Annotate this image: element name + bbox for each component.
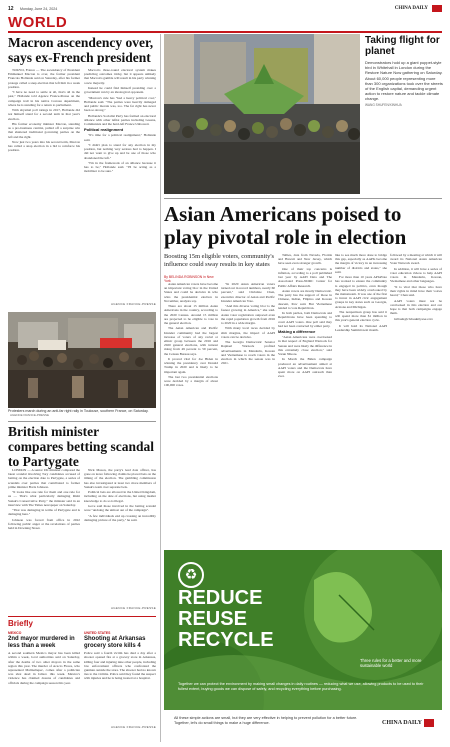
ad-line-recycle: RECYCLE: [178, 629, 274, 651]
paragraph: "It is vital that those who have their rights in mind have their voices heard," Chen said.: [390, 284, 442, 298]
section-title: WORLD: [8, 14, 68, 31]
briefly-headline: 2nd mayor murdered in less than a week: [8, 636, 75, 649]
paragraph: In both parties, both Democrats and Republicans have been spending to court AAPI voters. One poll said they had not been contacted by either party.: [278, 311, 332, 328]
briefly-body: A second southern Mexico mayor has been killed within a week, local authorities said on Saturday, after the deaths of two other mayors in the same region this year. The murder of Acacio Flores, who represented Malinaltepec, comes after a politician was shot dead in Jalisco this week. Mexico's violence has claimed dozens of candidates and officials during the campaign season this year.: [8, 651, 80, 685]
paragraph: In March the Biden campaign produced an advertisement aimed at AAPI voters and the Democrats have spent more on AAPI outreach than ever.: [278, 357, 332, 379]
rule-left-1: [8, 421, 156, 422]
paragraph: Asian American voters have become an important voting bloc in the United States and could be decisive in who wins the presidential election in November, analysts say.: [164, 282, 218, 303]
sunak-col1: [8, 468, 80, 610]
caption-text: Demonstrators hold up a giant puppet-style bird in Whitehall in London during the Restore Nature Now gathering on Saturday. About 60,000 people representing more than 300 organizations took over the streets of the English capital, demanding urgent action to restore nature and tackle climate change.: [365, 60, 443, 102]
paragraph: like to see much more done to bridge this gap, especially as AAPIs become the margin of victory in an increasing number of districts and states," she said.: [335, 253, 387, 274]
macron-col1: [8, 68, 80, 300]
macron-subhead: Political realignment: [84, 127, 124, 133]
column-divider: [160, 34, 161, 742]
paragraph: The last two presidential elections were decided by a margin of about 100,000 votes.: [164, 375, 218, 388]
paragraph: Johnson was forced from office in 2022 following public anger at the revelations of parties held in Downing Street.: [8, 517, 80, 531]
briefly-item-2: [84, 631, 156, 743]
asian-col1: [164, 282, 218, 544]
paragraph: The nonpartisan group has said it will spend more than $1 million in this year's general election cycle.: [335, 310, 387, 323]
briefly-agency: AGENCE FRANCE-PRESSE: [110, 725, 156, 730]
paragraph: belinda@chinadailyusa.com: [394, 316, 433, 321]
asian-deck: Boosting 15m eligible voters, community's influence could sway results in key states: [164, 253, 274, 268]
asian-col3: [278, 253, 332, 544]
masthead-logo-icon: [432, 5, 442, 12]
sunak-agency: AGENCE FRANCE-PRESSE: [110, 606, 156, 610]
asian-byline: By BELINDA ROBINSON in New York: [164, 275, 214, 283]
paragraph: followed by a meeting at which it will award its National Asian American Voter Network award.: [390, 253, 442, 266]
paragraph: LONDON — A senior UK minister compared the latest scandal involving Tory candidates accused of betting on the election date to Partygate, a series of scandals over parties that contributed to former prime minister Boris Johnson.: [8, 468, 80, 489]
paragraph: It proved vital for Joe Biden in winning the presidency over Donald Trump in 2020 and is likely to be important again.: [164, 357, 218, 374]
paragraph: Asian voters are mostly Democratic. The party has the support of those in Chinese, Indian, Filipino and Korean descent, Pew said. But Vietnamese tended to vote Republican.: [278, 289, 332, 310]
crowd-photo: [164, 34, 360, 194]
briefly-section: MEXICO: [8, 631, 22, 635]
paragraph: One of their top concerns is inflation, according to a poll published last year by AAPI Data and The Associated Press-NORC Center for Public Affairs Research.: [278, 266, 332, 288]
paragraph: Political bets are allowed in the United Kingdom, including on the date of elections, but using insider knowledge to do so is illegal.: [84, 490, 156, 503]
paragraph: The Asian American and Pacific Islander community had the largest increase of voters of any racial or ethnic group between the 2016 and 2020 general elections, with turnout rising from 49 percent to 59 percent, the Census Bureau says.: [164, 326, 218, 356]
ad-footer-bar: [164, 710, 442, 742]
paragraph: "Macron's rule has "had a heavy political cost," Hollande said. "The parties were heavily damaged and public morale was, too. The far right has never been so strong.": [84, 95, 156, 113]
rule-left-2: [8, 616, 156, 617]
macron-col2: [84, 68, 156, 300]
ad-brand-logo-icon: [424, 719, 434, 727]
planet-caption: [365, 60, 443, 190]
protest-photo-illustration: [8, 312, 156, 408]
paragraph: "In 2020 Asian American voters turned out in record numbers, nearly 60 percent," said Christine Chen, executive director of Asian and Pacific Islander American Vote.: [221, 282, 275, 303]
paragraph: "It's time for a political realignment," Hollande said.: [84, 133, 156, 142]
paragraph: "I'm in the framework of an alliance because it has to be," Hollande said. "I'll be acting as a mobilizer to be sure.": [84, 161, 156, 174]
photo-credit: WANG SHUFEN/XINHUA: [365, 102, 402, 107]
paragraph: The Georgia Democratic Senator Raphael Warnock profited advertisements in Mandarin, Korean and Vietnamese to reach voters in the election in which the senate was in 2021.: [221, 340, 275, 366]
paragraph: "A few individuals end up crossing an incredibly damaging picture of the party," he said.: [84, 513, 156, 522]
paragraph: Instead he could find himself presiding over a government run by an ideological opponent.: [84, 86, 156, 95]
ad-recycle-icon: ♻: [178, 562, 204, 588]
paragraph: AAPI voters must not be overlooked in this election and our hope is that both campaigns engage them.: [390, 298, 442, 316]
issue-date: Monday, June 24, 2024: [20, 6, 58, 11]
asian-headline: Asian Americans poised to play pivotal role in election: [164, 202, 407, 249]
sunak-headline: British minister compares betting scandal to Partygate: [8, 424, 155, 469]
page-header: [8, 6, 442, 14]
ad-footer-text: All these simple actions are small, but they are very effective in helping to prevent pollution for a better future. Together, let's do small things to make a huge difference.: [174, 716, 358, 725]
paragraph: There are about 15 million Asian Americans in the country, according to the 2020 Census. Around 15 million are projected to be eligible to vote in the general election.: [164, 304, 218, 326]
paragraph: "And this diverse voting bloc is the fastest growing in America," she said. Asian voter registration outpaced even the rapid population growth from 2016 to 2020 in a wide margin.: [221, 304, 275, 326]
ad-brand: CHINA DAILY: [382, 720, 422, 726]
ad-body: Together we can protect the environment by making small changes in daily routines — reducing what we use, allowing products to be used to their fullest extent, buying goods we can dispose of safely, and recycling everything before purchasing.: [178, 682, 424, 691]
macron-agency: AGENCE FRANCE-PRESSE: [110, 302, 156, 306]
caption-text: Protesters march during an anti-far right rally in Toulouse, southern France, on Saturday.: [8, 409, 149, 413]
paragraph: In addition, it will have a series of voter education videos to help AAPI voters in Mandarin, Korean, Vietnamese and other languages.: [390, 266, 442, 284]
briefly-headline: Shooting at Arkansas grocery store kills 4: [84, 636, 146, 649]
rule-top-main: [164, 198, 442, 199]
paragraph: "I didn't plan to stand for any election in my position, but nothing very serious had to happen. I did not want to give up and be one of those who abandoned the left.": [84, 143, 156, 160]
ad-line-reduce: REDUCE: [178, 587, 263, 609]
macron-headline: Macron ascendency over, says ex-French president: [8, 35, 154, 65]
paragraph: For more than 10 years APIAVote has worked to ensure the community is engaged in politics, even though they have been widely overlooked by the mainstream. It was one of the first to invest in AAPI civic engagement groups in key states such as Georgia, Arizona and Michigan.: [335, 275, 387, 309]
paragraph: Hollande's Socialist Party has formed an electoral alliance with other leftist parties including Greens, Communists and the hard-left France Unbowed.: [84, 113, 156, 126]
asian-subhead: Making a difference: [278, 329, 316, 335]
paragraph: "That was damaging in terms of Partygate and is damaging here.": [8, 508, 80, 517]
photo-credit: AGENCE FRANCE-PRESSE: [10, 413, 50, 418]
briefly-section: UNITED STATES: [84, 631, 111, 635]
paragraph: His former economy minister Macron, standing as a pro-business centrist, pulled off a surprise win that shattered traditional governing parties on the left and the right.: [8, 122, 80, 139]
paragraph: It will hold its National AAPI Leadership Summit next month.: [335, 323, 387, 333]
asian-col5: [390, 253, 442, 544]
paragraph: Now just two years into his second term, Macron has called a snap election in a bid to reinforce his position.: [8, 140, 80, 153]
asian-col4: [335, 253, 387, 544]
header-rule: [8, 31, 442, 33]
recycle-ad: [164, 550, 442, 742]
protest-photo-caption: [8, 409, 156, 418]
paragraph: Macron's three-round electoral system makes predicting outcomes tricky, but it appears unlikely that Macron's gamble will result in his party winning a new majority.: [84, 68, 156, 85]
page-number: 12: [8, 6, 14, 12]
paragraph: TOKYO, France — The ascendancy of President Emmanuel Macron is over, the former president Francois Hollande said on Saturday, after his former protege called a snap election that left him in a weak position.: [8, 68, 80, 89]
protest-photo: [8, 312, 156, 408]
paragraph: Nick Mason, the party's lead data officer, has gone on leave following claims he placed bets on the timing of the election. The gambling commission has also investigated at least two more members of Sunak's team over separate bets.: [84, 468, 156, 489]
briefly-item-1: [8, 631, 80, 743]
paragraph: "It looks like one rule for them and one rule for us — That's what particularly damaging Rishi Sunak's Conservative Party," the minister said in an interview with The Times newspaper on Saturday.: [8, 490, 80, 507]
ad-tagline: Three rules for a better and more sustainable world: [360, 658, 422, 669]
paragraph: With abysmal poll ratings in 2017, Hollande did not himself stand for a second term in that year's election.: [8, 108, 80, 121]
briefly-label: Briefly: [8, 619, 33, 628]
sunak-col2: [84, 468, 156, 604]
masthead: CHINA DAILY: [394, 6, 428, 11]
briefly-body: Police said a fourth victim has died a day after a shooter opened fire at a grocery store in Arkansas, killing four and injuring nine other people, including law enforcement officers who confronted the gunman outside the store. The shooter had no known ties to the victims. Police said they found the suspect with injuries and he is being treated at a hospital.: [84, 651, 156, 681]
paragraph: "I have no need to settle at all, that's all in the past," Hollande told Agence France-Presse on the campaign trail in his native Correze department, where he is standing for a return to parliament.: [8, 90, 80, 107]
paragraph: "Asian Americans were overlooked in that respect of England Warnock for Senate and were likely the difference in this extremely close election," said Varun Nikore.: [278, 335, 332, 357]
asian-col2: [221, 282, 275, 544]
paragraph: Gove said those involved in the betting scandal were "undoing the utmost out of the campaign".: [84, 504, 156, 513]
paragraph: With many local races decided by slim margins, the impact of AAPI voters can be decisive.: [221, 326, 275, 339]
crowd-photo-illustration: [164, 34, 360, 194]
paragraph: Tallies, data from Nevada, Florida and Hawaii and New Jersey, which have seen even stronger growth.: [278, 253, 332, 266]
ad-line-reuse: REUSE: [178, 608, 247, 630]
planet-headline: Taking flight for planet: [365, 35, 440, 57]
